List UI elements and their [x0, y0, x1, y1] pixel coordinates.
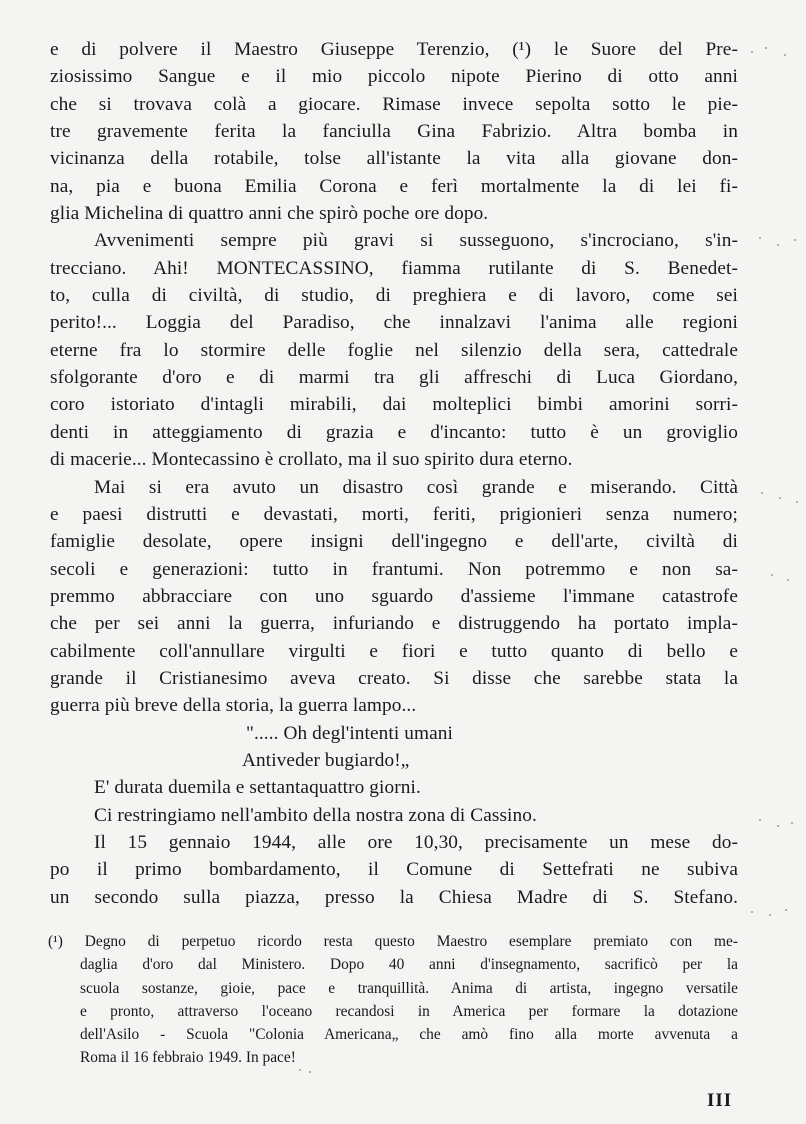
text-line: Avvenimenti sempre più gravi si susseguono, s'incrociano, s'in-	[94, 230, 738, 252]
text-line: sfolgorante d'oro e di marmi tra gli affreschi di Luca Giordano,	[50, 367, 738, 389]
page-number: III	[707, 1090, 733, 1111]
text-line: che si trovava colà a giocare. Rimase invece sepolta sotto le pie-	[50, 93, 738, 115]
text-line: e paesi distrutti e devastati, morti, feriti, prigionieri senza numero;	[50, 503, 738, 525]
text-line: po il primo bombardamento, il Comune di Settefrati ne subiva	[50, 859, 738, 881]
footnote-line: e pronto, attraverso l'oceano recandosi in America per formare la dotazione	[80, 1002, 738, 1020]
text-line: che per sei anni la guerra, infuriando e distruggendo ha portato impla-	[50, 613, 738, 635]
text-line: coro istoriato d'intagli mirabili, dai molteplici bimbi amorini sorri-	[50, 394, 738, 416]
text-line: vicinanza della rotabile, tolse all'istante la vita alla giovane don-	[50, 148, 738, 170]
text-line: Mai si era avuto un disastro così grande e miserando. Città	[94, 476, 738, 498]
footnote-line: Roma il 16 febbraio 1949. In pace!	[80, 1049, 296, 1067]
footnote-line: daglia d'oro dal Ministero. Dopo 40 anni d'insegnamento, sacrificò per la	[80, 956, 738, 974]
footnote-line: scuola sostanze, gioie, pace e tranquillità. Anima di artista, ingegno versatile	[80, 979, 738, 997]
text-line: E' durata duemila e settantaquattro giorni.	[94, 777, 421, 799]
footnote-line: dell'Asilo - Scuola "Colonia Americana„ che amò fino alla morte avvenuta a	[80, 1026, 738, 1044]
text-line: secoli e generazioni: tutto in frantumi. Non potremmo e non sa-	[50, 558, 738, 580]
text-line: guerra più breve della storia, la guerra lampo...	[50, 695, 417, 717]
text-line: Il 15 gennaio 1944, alle ore 10,30, precisamente un mese do-	[94, 831, 738, 853]
text-line: cabilmente coll'annullare virgulti e fiori e tutto quanto di bello e	[50, 640, 738, 662]
verse-line: "..... Oh degl'intenti umani	[246, 722, 453, 744]
text-line: eterne fra lo stormire delle foglie nel silenzio della sera, cattedrale	[50, 339, 738, 361]
text-line: denti in atteggiamento di grazia e d'incanto: tutto è un groviglio	[50, 421, 738, 443]
verse-line: Antiveder bugiardo!„	[242, 749, 410, 771]
text-line: na, pia e buona Emilia Corona e ferì mortalmente la di lei fi-	[50, 175, 738, 197]
text-line: ziosissimo Sangue e il mio piccolo nipote Pierino di otto anni	[50, 66, 738, 88]
text-line: famiglie desolate, opere insigni dell'ingegno e dell'arte, civiltà di	[50, 531, 738, 553]
text-line: e di polvere il Maestro Giuseppe Terenzio, (¹) le Suore del Pre-	[50, 39, 738, 60]
text-line: glia Michelina di quattro anni che spirò poche ore dopo.	[50, 203, 489, 225]
text-line: di macerie... Montecassino è crollato, ma il suo spirito dura eterno.	[50, 449, 573, 471]
text-line: trecciano. Ahi! MONTECASSINO, fiamma rutilante di S. Benedet-	[50, 257, 738, 279]
text-line: Ci restringiamo nell'ambito della nostra zona di Cassino.	[94, 804, 537, 826]
text-line: grande il Cristianesimo aveva creato. Si disse che sarebbe stata la	[50, 667, 738, 689]
text-line: tre gravemente ferita la fanciulla Gina Fabrizio. Altra bomba in	[50, 121, 738, 143]
text-line: perito!... Loggia del Paradiso, che innalzavi l'anima alle regioni	[50, 312, 738, 334]
text-line: premmo abbracciare con uno sguardo d'assieme l'immane catastrofe	[50, 585, 738, 607]
text-line: un secondo sulla piazza, presso la Chiesa Madre di S. Stefano.	[50, 886, 738, 908]
text-line: to, culla di civiltà, di studio, di preghiera e di lavoro, come sei	[50, 285, 738, 307]
footnote-line: (¹) Degno di perpetuo ricordo resta questo Maestro esemplare premiato con me-	[48, 933, 738, 950]
